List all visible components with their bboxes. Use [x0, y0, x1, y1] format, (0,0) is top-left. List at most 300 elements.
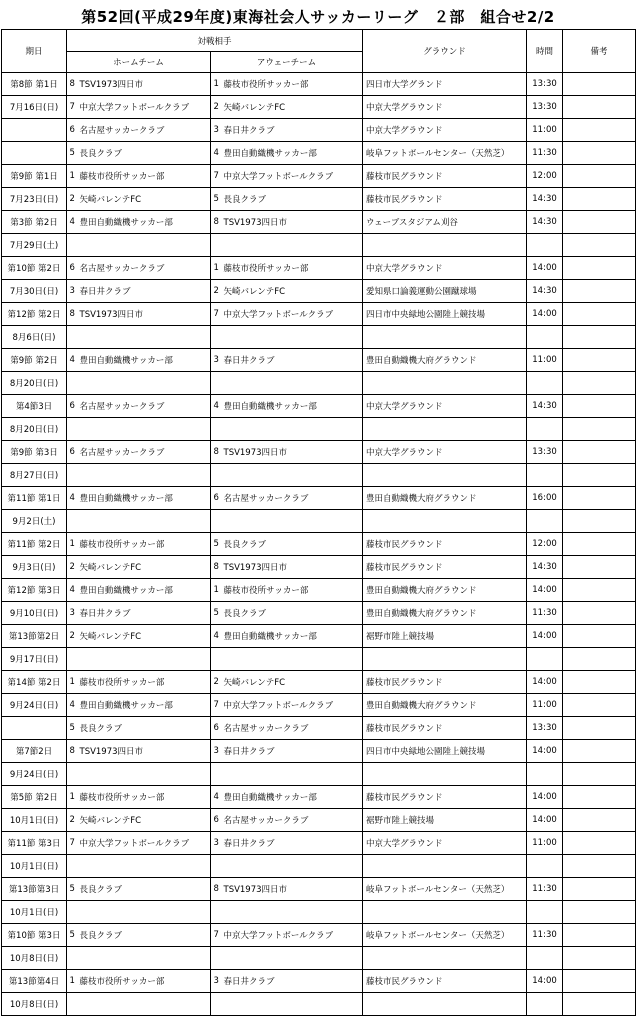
- notes-cell: [563, 441, 636, 464]
- notes-cell: [563, 671, 636, 694]
- match-period: 9月3日(日): [2, 556, 67, 579]
- kickoff-time: 14:00: [527, 257, 563, 280]
- notes-cell: [563, 648, 636, 671]
- table-row: [2, 533, 636, 556]
- away-team: [222, 510, 363, 533]
- notes-cell: [563, 188, 636, 211]
- away-number: 1: [211, 73, 222, 96]
- home-team: [78, 648, 211, 671]
- ground: [363, 234, 527, 257]
- home-number: 8: [67, 303, 78, 326]
- home-number: 7: [67, 832, 78, 855]
- home-team: 名古屋サッカークラブ: [78, 119, 211, 142]
- home-number: [67, 510, 78, 533]
- ground: 豊田自動織機大府グラウンド: [363, 602, 527, 625]
- notes-cell: [563, 326, 636, 349]
- home-team: 春日井クラブ: [78, 280, 211, 303]
- ground: 中京大学グラウンド: [363, 119, 527, 142]
- away-number: 4: [211, 786, 222, 809]
- match-period: 7月30日(日): [2, 280, 67, 303]
- match-period: 第13節第3日: [2, 878, 67, 901]
- table-row: [2, 372, 636, 395]
- header-ground: グラウンド: [363, 30, 527, 73]
- kickoff-time: 14:00: [527, 579, 563, 602]
- away-number: 2: [211, 671, 222, 694]
- home-team: 豊田自動織機サッカー部: [78, 694, 211, 717]
- kickoff-time: [527, 763, 563, 786]
- notes-cell: [563, 303, 636, 326]
- notes-cell: [563, 855, 636, 878]
- table-row: [2, 924, 636, 947]
- away-number: [211, 372, 222, 395]
- ground: 中京大学グラウンド: [363, 441, 527, 464]
- kickoff-time: [527, 855, 563, 878]
- ground: 豊田自動織機大府グラウンド: [363, 694, 527, 717]
- away-number: 6: [211, 487, 222, 510]
- away-number: [211, 763, 222, 786]
- home-number: 4: [67, 579, 78, 602]
- home-number: 5: [67, 878, 78, 901]
- home-team: [78, 993, 211, 1016]
- table-row: [2, 602, 636, 625]
- table-row: [2, 418, 636, 441]
- home-number: 6: [67, 257, 78, 280]
- ground: 藤枝市民グラウンド: [363, 786, 527, 809]
- table-row: [2, 947, 636, 970]
- home-number: 7: [67, 96, 78, 119]
- match-period: 第3節 第2日: [2, 211, 67, 234]
- notes-cell: [563, 73, 636, 96]
- notes-cell: [563, 119, 636, 142]
- away-number: [211, 326, 222, 349]
- home-team: 豊田自動織機サッカー部: [78, 349, 211, 372]
- match-period: 10月8日(日): [2, 993, 67, 1016]
- away-team: [222, 763, 363, 786]
- away-number: 5: [211, 188, 222, 211]
- away-number: 8: [211, 211, 222, 234]
- match-period: 7月23日(日): [2, 188, 67, 211]
- home-team: TSV1973四日市: [78, 303, 211, 326]
- home-team: 長良クラブ: [78, 142, 211, 165]
- home-number: [67, 648, 78, 671]
- away-team: 長良クラブ: [222, 188, 363, 211]
- kickoff-time: 14:30: [527, 556, 563, 579]
- table-row: [2, 625, 636, 648]
- ground: 豊田自動織機大府グラウンド: [363, 579, 527, 602]
- match-period: 第4節3日: [2, 395, 67, 418]
- kickoff-time: 13:30: [527, 717, 563, 740]
- home-team: [78, 418, 211, 441]
- ground: 藤枝市民グラウンド: [363, 188, 527, 211]
- ground: 藤枝市民グラウンド: [363, 671, 527, 694]
- table-row: [2, 119, 636, 142]
- kickoff-time: 16:00: [527, 487, 563, 510]
- table-row: [2, 280, 636, 303]
- away-team: 春日井クラブ: [222, 349, 363, 372]
- away-team: 矢崎バレンテFC: [222, 280, 363, 303]
- home-team: 長良クラブ: [78, 717, 211, 740]
- match-period: 第9節 第1日: [2, 165, 67, 188]
- away-number: 8: [211, 878, 222, 901]
- notes-cell: [563, 211, 636, 234]
- home-number: [67, 234, 78, 257]
- table-row: [2, 556, 636, 579]
- kickoff-time: 14:00: [527, 671, 563, 694]
- kickoff-time: 11:00: [527, 694, 563, 717]
- away-team: [222, 234, 363, 257]
- away-team: [222, 993, 363, 1016]
- ground: 中京大学グラウンド: [363, 257, 527, 280]
- kickoff-time: [527, 993, 563, 1016]
- ground: 岐阜フットボールセンター（天然芝）: [363, 878, 527, 901]
- notes-cell: [563, 993, 636, 1016]
- away-number: 5: [211, 602, 222, 625]
- ground: [363, 326, 527, 349]
- home-number: 2: [67, 556, 78, 579]
- home-team: [78, 234, 211, 257]
- away-number: 3: [211, 740, 222, 763]
- match-period: 10月8日(日): [2, 947, 67, 970]
- notes-cell: [563, 372, 636, 395]
- home-team: [78, 901, 211, 924]
- home-number: 4: [67, 211, 78, 234]
- notes-cell: [563, 970, 636, 993]
- home-number: 3: [67, 280, 78, 303]
- home-team: 豊田自動織機サッカー部: [78, 211, 211, 234]
- match-period: 9月24日(日): [2, 694, 67, 717]
- kickoff-time: 12:00: [527, 533, 563, 556]
- home-team: 矢崎バレンテFC: [78, 556, 211, 579]
- away-number: 7: [211, 924, 222, 947]
- match-period: 9月2日(土): [2, 510, 67, 533]
- notes-cell: [563, 487, 636, 510]
- header-away: アウェーチーム: [211, 52, 363, 73]
- home-number: 5: [67, 142, 78, 165]
- ground: ウェーブスタジアム刈谷: [363, 211, 527, 234]
- notes-cell: [563, 165, 636, 188]
- home-team: 豊田自動織機サッカー部: [78, 579, 211, 602]
- away-number: [211, 901, 222, 924]
- header-time: 時間: [527, 30, 563, 73]
- notes-cell: [563, 786, 636, 809]
- ground: [363, 901, 527, 924]
- table-row: [2, 993, 636, 1016]
- kickoff-time: [527, 326, 563, 349]
- notes-cell: [563, 602, 636, 625]
- header-home: ホームチーム: [67, 52, 211, 73]
- away-team: TSV1973四日市: [222, 878, 363, 901]
- page-title: 第52回(平成29年度)東海社会人サッカーリーグ ２部 組合せ2/2: [81, 8, 555, 26]
- kickoff-time: 14:00: [527, 786, 563, 809]
- notes-cell: [563, 878, 636, 901]
- match-period: 8月27日(日): [2, 464, 67, 487]
- kickoff-time: [527, 234, 563, 257]
- away-team: 豊田自動織機サッカー部: [222, 395, 363, 418]
- table-row: [2, 234, 636, 257]
- notes-cell: [563, 533, 636, 556]
- home-team: 豊田自動織機サッカー部: [78, 487, 211, 510]
- away-team: 藤枝市役所サッカー部: [222, 579, 363, 602]
- table-row: [2, 303, 636, 326]
- kickoff-time: 11:30: [527, 878, 563, 901]
- match-period: 第13節第2日: [2, 625, 67, 648]
- home-number: 3: [67, 602, 78, 625]
- kickoff-time: 13:30: [527, 441, 563, 464]
- table-row: [2, 73, 636, 96]
- ground: [363, 648, 527, 671]
- away-number: 4: [211, 395, 222, 418]
- match-period: 第12節 第2日: [2, 303, 67, 326]
- kickoff-time: [527, 372, 563, 395]
- ground: [363, 464, 527, 487]
- away-number: 8: [211, 556, 222, 579]
- table-row: [2, 970, 636, 993]
- kickoff-time: 11:30: [527, 602, 563, 625]
- home-number: 1: [67, 533, 78, 556]
- kickoff-time: [527, 510, 563, 533]
- table-row: [2, 648, 636, 671]
- away-team: [222, 418, 363, 441]
- away-team: 名古屋サッカークラブ: [222, 487, 363, 510]
- table-row: [2, 763, 636, 786]
- away-team: [222, 372, 363, 395]
- away-number: 3: [211, 970, 222, 993]
- home-team: 藤枝市役所サッカー部: [78, 786, 211, 809]
- kickoff-time: [527, 901, 563, 924]
- notes-cell: [563, 142, 636, 165]
- match-period: 9月17日(日): [2, 648, 67, 671]
- match-period: 10月1日(日): [2, 901, 67, 924]
- home-number: 8: [67, 740, 78, 763]
- kickoff-time: 11:00: [527, 119, 563, 142]
- home-number: 5: [67, 717, 78, 740]
- notes-cell: [563, 96, 636, 119]
- notes-cell: [563, 349, 636, 372]
- match-period: 第7節2日: [2, 740, 67, 763]
- away-number: 7: [211, 165, 222, 188]
- home-number: [67, 855, 78, 878]
- notes-cell: [563, 395, 636, 418]
- home-team: 長良クラブ: [78, 924, 211, 947]
- table-row: [2, 96, 636, 119]
- kickoff-time: 14:00: [527, 625, 563, 648]
- home-team: 中京大学フットボールクラブ: [78, 832, 211, 855]
- away-number: 5: [211, 533, 222, 556]
- kickoff-time: 14:30: [527, 211, 563, 234]
- match-period: [2, 717, 67, 740]
- home-team: 矢崎バレンテFC: [78, 625, 211, 648]
- table-row: [2, 487, 636, 510]
- schedule-table: [1, 29, 636, 1016]
- notes-cell: [563, 901, 636, 924]
- home-team: 名古屋サッカークラブ: [78, 257, 211, 280]
- ground: 裾野市陸上競技場: [363, 625, 527, 648]
- ground: [363, 947, 527, 970]
- home-number: [67, 326, 78, 349]
- match-period: 8月6日(日): [2, 326, 67, 349]
- away-team: 豊田自動織機サッカー部: [222, 625, 363, 648]
- match-period: 第10節 第3日: [2, 924, 67, 947]
- kickoff-time: 14:00: [527, 809, 563, 832]
- away-number: 2: [211, 280, 222, 303]
- notes-cell: [563, 763, 636, 786]
- kickoff-time: 14:30: [527, 188, 563, 211]
- table-row: [2, 188, 636, 211]
- home-number: 8: [67, 73, 78, 96]
- notes-cell: [563, 510, 636, 533]
- ground: [363, 372, 527, 395]
- kickoff-time: [527, 464, 563, 487]
- home-team: [78, 855, 211, 878]
- away-number: 3: [211, 832, 222, 855]
- kickoff-time: [527, 648, 563, 671]
- kickoff-time: 11:00: [527, 349, 563, 372]
- match-period: 第9節 第2日: [2, 349, 67, 372]
- away-team: 矢崎バレンテFC: [222, 96, 363, 119]
- home-team: [78, 372, 211, 395]
- notes-cell: [563, 832, 636, 855]
- away-team: 名古屋サッカークラブ: [222, 809, 363, 832]
- away-team: [222, 901, 363, 924]
- kickoff-time: 14:00: [527, 303, 563, 326]
- notes-cell: [563, 809, 636, 832]
- away-team: 豊田自動織機サッカー部: [222, 142, 363, 165]
- away-number: 6: [211, 717, 222, 740]
- home-number: 6: [67, 119, 78, 142]
- home-number: 5: [67, 924, 78, 947]
- home-team: 春日井クラブ: [78, 602, 211, 625]
- header-notes: 備考: [563, 30, 636, 73]
- away-number: 6: [211, 809, 222, 832]
- home-number: 1: [67, 970, 78, 993]
- table-row: [2, 694, 636, 717]
- header-period: 期日: [2, 30, 67, 73]
- away-team: 藤枝市役所サッカー部: [222, 73, 363, 96]
- away-number: 4: [211, 142, 222, 165]
- away-team: 中京大学フットボールクラブ: [222, 165, 363, 188]
- away-team: 藤枝市役所サッカー部: [222, 257, 363, 280]
- home-number: 2: [67, 188, 78, 211]
- table-row: [2, 855, 636, 878]
- notes-cell: [563, 625, 636, 648]
- notes-cell: [563, 257, 636, 280]
- away-team: 中京大学フットボールクラブ: [222, 303, 363, 326]
- match-period: 第11節 第2日: [2, 533, 67, 556]
- notes-cell: [563, 924, 636, 947]
- home-number: 2: [67, 809, 78, 832]
- table-row: [2, 464, 636, 487]
- away-number: 1: [211, 257, 222, 280]
- kickoff-time: 13:30: [527, 96, 563, 119]
- away-team: [222, 947, 363, 970]
- away-team: 長良クラブ: [222, 533, 363, 556]
- home-number: [67, 901, 78, 924]
- home-number: 1: [67, 165, 78, 188]
- away-number: [211, 993, 222, 1016]
- match-period: 10月1日(日): [2, 855, 67, 878]
- match-period: 第5節 第2日: [2, 786, 67, 809]
- home-number: 4: [67, 694, 78, 717]
- ground: 四日市大学グランド: [363, 73, 527, 96]
- home-team: 藤枝市役所サッカー部: [78, 970, 211, 993]
- kickoff-time: 11:30: [527, 142, 563, 165]
- home-number: 6: [67, 441, 78, 464]
- match-period: 第10節 第2日: [2, 257, 67, 280]
- away-team: 長良クラブ: [222, 602, 363, 625]
- match-period: 8月20日(日): [2, 372, 67, 395]
- ground: 中京大学グラウンド: [363, 395, 527, 418]
- away-team: 春日井クラブ: [222, 119, 363, 142]
- ground: 豊田自動織機大府グラウンド: [363, 487, 527, 510]
- away-number: 7: [211, 694, 222, 717]
- home-number: [67, 763, 78, 786]
- schedule-body: [2, 73, 636, 1016]
- away-number: 8: [211, 441, 222, 464]
- table-row: [2, 901, 636, 924]
- ground: 中京大学グラウンド: [363, 96, 527, 119]
- kickoff-time: 14:00: [527, 970, 563, 993]
- notes-cell: [563, 418, 636, 441]
- home-number: 1: [67, 671, 78, 694]
- ground: 藤枝市民グラウンド: [363, 556, 527, 579]
- ground: [363, 763, 527, 786]
- header-opponent: 対戦相手: [67, 30, 363, 52]
- away-number: 3: [211, 349, 222, 372]
- home-team: 中京大学フットボールクラブ: [78, 96, 211, 119]
- table-row: [2, 211, 636, 234]
- match-period: 8月20日(日): [2, 418, 67, 441]
- match-period: [2, 119, 67, 142]
- ground: 愛知県口論義運動公園蹴球場: [363, 280, 527, 303]
- away-team: 春日井クラブ: [222, 740, 363, 763]
- away-team: 豊田自動織機サッカー部: [222, 786, 363, 809]
- ground: 岐阜フットボールセンター（天然芝）: [363, 142, 527, 165]
- ground: 中京大学グラウンド: [363, 832, 527, 855]
- away-team: [222, 326, 363, 349]
- away-number: [211, 510, 222, 533]
- home-team: 名古屋サッカークラブ: [78, 395, 211, 418]
- kickoff-time: 11:00: [527, 832, 563, 855]
- home-number: 4: [67, 487, 78, 510]
- match-period: [2, 142, 67, 165]
- table-row: [2, 809, 636, 832]
- home-team: TSV1973四日市: [78, 73, 211, 96]
- kickoff-time: 14:00: [527, 740, 563, 763]
- ground: 藤枝市民グラウンド: [363, 717, 527, 740]
- match-period: 7月29日(土): [2, 234, 67, 257]
- away-number: [211, 418, 222, 441]
- home-team: [78, 763, 211, 786]
- notes-cell: [563, 717, 636, 740]
- table-row: [2, 349, 636, 372]
- away-team: 矢崎バレンテFC: [222, 671, 363, 694]
- home-team: [78, 947, 211, 970]
- kickoff-time: 13:30: [527, 73, 563, 96]
- away-number: [211, 855, 222, 878]
- home-number: [67, 418, 78, 441]
- away-number: [211, 947, 222, 970]
- away-team: TSV1973四日市: [222, 211, 363, 234]
- home-team: 藤枝市役所サッカー部: [78, 533, 211, 556]
- notes-cell: [563, 579, 636, 602]
- away-number: [211, 464, 222, 487]
- away-team: 中京大学フットボールクラブ: [222, 924, 363, 947]
- home-team: [78, 464, 211, 487]
- notes-cell: [563, 947, 636, 970]
- kickoff-time: 12:00: [527, 165, 563, 188]
- table-row: [2, 717, 636, 740]
- notes-cell: [563, 280, 636, 303]
